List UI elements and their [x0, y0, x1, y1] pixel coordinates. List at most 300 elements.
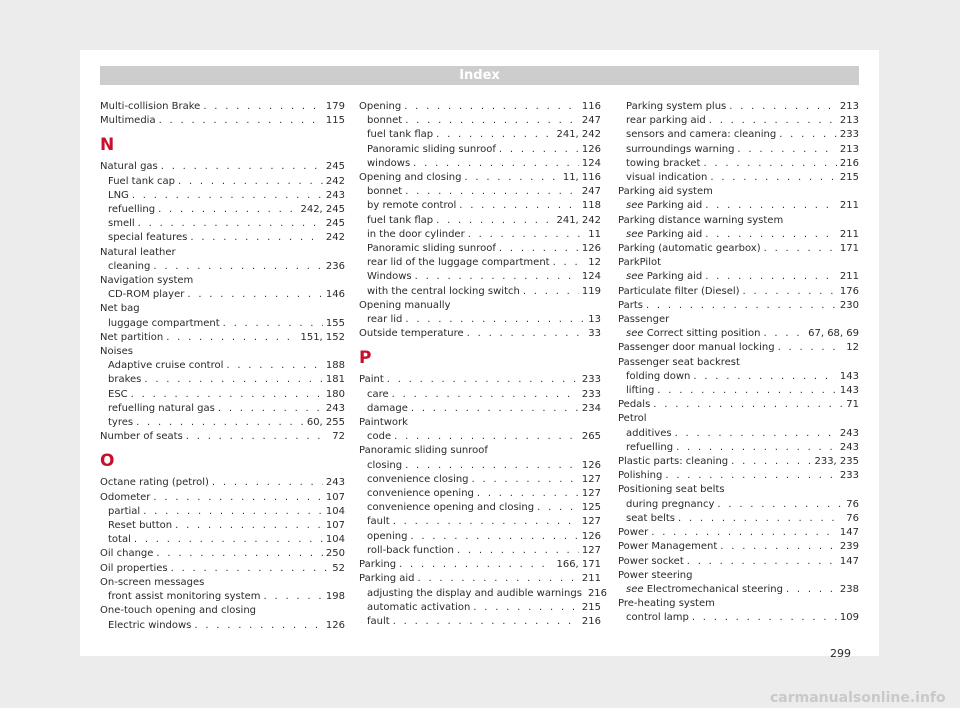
page-reference: 109: [839, 612, 859, 624]
page-reference: 247: [581, 186, 601, 198]
index-subentry: [618, 370, 859, 384]
page-reference: 107: [325, 520, 345, 532]
entry-label: Multi-collision Brake: [100, 101, 201, 112]
index-subentry: [100, 260, 345, 274]
entry-label: [626, 327, 760, 341]
page-reference: 234: [581, 402, 601, 414]
entry-label: Opening manually: [359, 299, 451, 311]
index-entry: [100, 476, 345, 490]
index-subentry: [618, 143, 859, 157]
entry-label: Panoramic sliding sunroof: [367, 243, 496, 255]
leader-dots: [675, 427, 837, 441]
entry-label: windows: [367, 157, 411, 169]
index-entry: [618, 242, 859, 256]
index-entry: [100, 274, 345, 288]
leader-dots: [405, 114, 579, 128]
index-entry: [618, 455, 859, 469]
leader-dots: [132, 189, 323, 203]
index-subentry: [100, 533, 345, 547]
page-reference: 76: [846, 512, 859, 524]
section-letter: N: [100, 135, 115, 156]
entry-label: total: [108, 534, 131, 546]
page-reference: 216: [587, 587, 608, 599]
index-entry: [359, 373, 601, 387]
entry-label: seat belts: [626, 512, 675, 524]
entry-label: Adaptive cruise control: [108, 360, 224, 372]
index-subentry: [618, 270, 859, 284]
section-letter: P: [359, 348, 372, 369]
page-reference: 104: [325, 505, 345, 517]
page-reference: 241, 242: [556, 129, 601, 141]
entry-label: CD-ROM player: [108, 289, 185, 301]
leader-dots: [709, 114, 837, 128]
page-reference: 127: [581, 488, 601, 500]
leader-dots: [653, 398, 843, 412]
entry-label: convenience opening and closing: [367, 502, 535, 514]
page-reference: 245: [325, 161, 345, 173]
index-entry: [618, 412, 859, 426]
leader-dots: [537, 501, 579, 515]
index-entry: [618, 285, 859, 299]
index-entry: [359, 100, 601, 114]
index-subentry: [100, 416, 345, 430]
page-reference: 11, 116: [562, 172, 601, 184]
index-subentry: [359, 501, 601, 515]
page-reference: 233: [581, 388, 601, 400]
index-subentry: [618, 171, 859, 185]
page-reference: 213: [839, 143, 859, 155]
entry-label: [626, 583, 783, 597]
entry-label: refuelling: [626, 441, 674, 453]
index-entry: [618, 569, 859, 583]
entry-label: cleaning: [108, 260, 151, 272]
index-subentry: [359, 402, 601, 416]
page-reference: 215: [839, 172, 859, 184]
index-subentry: [359, 430, 601, 444]
index-subentry: [359, 185, 601, 199]
leader-dots: [657, 384, 837, 398]
entry-label: Parking aid: [359, 573, 415, 585]
leader-dots: [158, 203, 297, 217]
index-subentry: [359, 114, 601, 128]
leader-dots: [138, 217, 323, 231]
entry-label: Power Management: [618, 541, 718, 553]
leader-dots: [175, 519, 323, 533]
entry-label: closing: [367, 459, 403, 471]
index-entry: [100, 430, 345, 444]
page-reference: 11: [588, 228, 601, 240]
page-reference: 151, 152: [300, 331, 345, 343]
entry-label: fault: [367, 615, 390, 627]
page-reference: 241, 242: [556, 214, 601, 226]
page-reference: 12: [846, 342, 859, 354]
leader-dots: [457, 544, 579, 558]
section-letter: O: [100, 451, 115, 472]
leader-dots: [178, 175, 323, 189]
index-subentry: [359, 615, 601, 629]
leader-dots: [468, 228, 586, 242]
entry-label: Multimedia: [100, 115, 156, 127]
leader-dots: [404, 100, 579, 114]
index-column-2: [359, 100, 608, 629]
entry-label: lifting: [626, 385, 655, 397]
leader-dots: [171, 562, 330, 576]
leader-dots: [743, 285, 837, 299]
index-subentry: [618, 611, 859, 625]
page-reference: 126: [581, 530, 601, 542]
leader-dots: [190, 231, 323, 245]
see-reference: see: [626, 200, 644, 212]
leader-dots: [159, 114, 323, 128]
leader-dots: [393, 515, 579, 529]
entry-label: refuelling: [108, 204, 156, 216]
index-entry: [100, 114, 345, 128]
leader-dots: [729, 100, 837, 114]
page-reference: 233: [581, 374, 601, 386]
index-subentry: [100, 203, 345, 217]
leader-dots: [226, 359, 323, 373]
page-reference: 116: [581, 101, 601, 112]
leader-dots: [737, 143, 836, 157]
entry-label: Reset button: [108, 520, 173, 532]
entry-label: damage: [367, 402, 408, 414]
index-subentry: [618, 512, 859, 526]
index-entry: [100, 302, 345, 316]
index-subentry: [618, 100, 859, 114]
see-reference: see: [626, 583, 644, 595]
index-subentry: [100, 373, 345, 387]
leader-dots: [692, 611, 837, 625]
leader-dots: [264, 590, 323, 604]
index-subentry: [359, 587, 608, 601]
entry-label: Paintwork: [359, 417, 408, 429]
page-reference: 147: [839, 555, 859, 567]
leader-dots: [473, 601, 579, 615]
page-reference: 250: [325, 548, 345, 560]
index-subentry: [618, 114, 859, 128]
page-reference: 243: [839, 441, 859, 453]
index-subentry: [359, 313, 601, 327]
entry-label: [626, 270, 702, 284]
leader-dots: [705, 270, 837, 284]
index-subentry: [359, 487, 601, 501]
entry-label: luggage compartment: [108, 317, 220, 329]
leader-dots: [676, 441, 837, 455]
leader-dots: [418, 572, 579, 586]
entry-label: On-screen messages: [100, 576, 205, 588]
index-entry: [618, 469, 859, 483]
page-reference: 230: [839, 299, 859, 311]
leader-dots: [786, 583, 837, 597]
index-subentry: [100, 317, 345, 331]
entry-label: Navigation system: [100, 275, 194, 287]
leader-dots: [687, 555, 837, 569]
leader-dots: [131, 388, 323, 402]
leader-dots: [187, 288, 323, 302]
entry-label: Pre-heating system: [618, 598, 715, 610]
index-entry: [100, 576, 345, 590]
leader-dots: [203, 100, 323, 114]
entry-label: care: [367, 388, 389, 400]
see-reference: see: [626, 228, 644, 240]
entry-label: [626, 228, 702, 242]
page-reference: 118: [581, 200, 601, 212]
index-subentry: [100, 519, 345, 533]
page-reference: 124: [581, 157, 601, 169]
index-entry: [618, 526, 859, 540]
leader-dots: [212, 476, 323, 490]
page-reference: 72: [332, 431, 345, 443]
leader-dots: [161, 160, 323, 174]
entry-label: Petrol: [618, 413, 647, 425]
index-entry: [359, 299, 601, 313]
page-title: Index: [100, 66, 859, 85]
page-reference: 124: [581, 271, 601, 283]
entry-label: Passenger seat backrest: [618, 356, 740, 368]
index-subentry: [100, 505, 345, 519]
index-subentry: [618, 128, 859, 142]
page-reference: 216: [581, 615, 601, 627]
index-subentry: [359, 601, 601, 615]
index-entry: [100, 331, 345, 345]
entry-label: Net partition: [100, 331, 164, 343]
page-reference: 127: [581, 516, 601, 528]
index-subentry: [359, 256, 601, 270]
page-reference: 211: [839, 200, 859, 212]
leader-dots: [499, 143, 579, 157]
page-reference: 243: [325, 477, 345, 489]
entry-label: in the door cylinder: [367, 228, 465, 240]
index-subentry: [359, 285, 601, 299]
page-reference: 107: [325, 491, 345, 503]
entry-label: Natural gas: [100, 161, 158, 173]
leader-dots: [436, 128, 553, 142]
index-entry: [618, 555, 859, 569]
entry-label: ESC: [108, 388, 128, 400]
page-reference: 233, 235: [814, 456, 859, 468]
entry-label: Parking system plus: [626, 101, 727, 112]
entry-label: bonnet: [367, 115, 403, 127]
page-reference: 243: [325, 189, 345, 201]
index-column-3: [618, 100, 859, 626]
entry-label: sensors and camera: cleaning: [626, 129, 777, 141]
leader-dots: [415, 270, 579, 284]
page-reference: 242: [325, 232, 345, 244]
leader-dots: [144, 373, 323, 387]
entry-label: Passenger door manual locking: [618, 342, 775, 354]
index-entry: [618, 540, 859, 554]
leader-dots: [166, 331, 297, 345]
index-subentry: [100, 402, 345, 416]
entry-label: Power steering: [618, 569, 693, 581]
index-entry: [100, 246, 345, 260]
page-reference: 147: [839, 527, 859, 539]
page-reference: 126: [581, 243, 601, 255]
index-entry: [618, 356, 859, 370]
leader-dots: [477, 487, 579, 501]
page-reference: 243: [325, 402, 345, 414]
page-reference: 143: [839, 370, 859, 382]
page-reference: 179: [325, 101, 345, 112]
index-subentry: [359, 228, 601, 242]
entry-label: Net bag: [100, 303, 140, 315]
entry-label: special features: [108, 232, 188, 244]
leader-dots: [393, 615, 579, 629]
page-reference: 127: [581, 544, 601, 556]
page-reference: 126: [325, 619, 345, 631]
index-subentry: [359, 143, 601, 157]
page-reference: 171: [839, 243, 859, 255]
index-entry: [100, 547, 345, 561]
entry-label: Noises: [100, 346, 133, 358]
leader-dots: [186, 430, 329, 444]
entry-label: by remote control: [367, 200, 457, 212]
page-reference: 238: [839, 583, 859, 595]
index-entry: [100, 160, 345, 174]
page-reference: 211: [839, 228, 859, 240]
index-subentry: [359, 242, 601, 256]
entry-label: Parking (automatic gearbox): [618, 243, 761, 255]
index-subentry: [359, 544, 601, 558]
see-target: Parking aid: [646, 271, 703, 283]
entry-label: Outside temperature: [359, 328, 464, 340]
entry-label: ParkPilot: [618, 257, 662, 269]
leader-dots: [499, 242, 579, 256]
index-subentry: [359, 270, 601, 284]
index-subentry: [100, 590, 345, 604]
index-entry: [359, 171, 601, 185]
entry-label: towing bracket: [626, 157, 701, 169]
see-target: Electromechanical steering: [646, 583, 783, 595]
index-subentry: [618, 498, 859, 512]
index-column-1: [100, 100, 345, 633]
page-reference: 233: [839, 470, 859, 482]
entry-label: refuelling natural gas: [108, 402, 215, 414]
entry-label: Windows: [367, 271, 412, 283]
leader-dots: [410, 530, 578, 544]
leader-dots: [405, 313, 585, 327]
index-subentry: [618, 384, 859, 398]
page-reference: 180: [325, 388, 345, 400]
page-reference: 127: [581, 473, 601, 485]
entry-label: smell: [108, 218, 135, 230]
leader-dots: [153, 491, 322, 505]
leader-dots: [405, 185, 579, 199]
leader-dots: [156, 547, 322, 561]
leader-dots: [705, 199, 837, 213]
page-reference: 188: [325, 360, 345, 372]
page-reference: 198: [325, 591, 345, 603]
entry-label: rear lid of the luggage compartment: [367, 257, 550, 269]
entry-label: automatic activation: [367, 601, 471, 613]
leader-dots: [153, 260, 323, 274]
leader-dots: [134, 533, 323, 547]
index-entry: [359, 558, 601, 572]
leader-dots: [399, 558, 553, 572]
index-entry: [618, 341, 859, 355]
index-entry: [359, 416, 601, 430]
index-subentry: [100, 388, 345, 402]
index-entry: [359, 327, 601, 341]
leader-dots: [459, 199, 579, 213]
entry-label: Particulate filter (Diesel): [618, 285, 740, 297]
entry-label: Fuel tank cap: [108, 175, 175, 187]
index-subentry: [100, 288, 345, 302]
entry-label: Parking aid system: [618, 186, 713, 198]
leader-dots: [472, 473, 579, 487]
see-reference: see: [626, 328, 644, 340]
entry-label: Parts: [618, 299, 643, 311]
entry-label: code: [367, 431, 392, 443]
index-subentry: [100, 619, 345, 633]
leader-dots: [467, 327, 586, 341]
page-reference: 104: [325, 534, 345, 546]
leader-dots: [705, 228, 837, 242]
page-reference: 216: [839, 157, 859, 169]
leader-dots: [436, 214, 553, 228]
page-reference: 233: [839, 129, 859, 141]
entry-label: LNG: [108, 189, 129, 201]
entry-label: Power: [618, 527, 649, 539]
leader-dots: [720, 540, 837, 554]
leader-dots: [523, 285, 579, 299]
page-reference: 146: [325, 289, 345, 301]
page-reference: 243: [839, 427, 859, 439]
leader-dots: [411, 402, 579, 416]
index-entry: [618, 256, 859, 270]
entry-label: partial: [108, 505, 141, 517]
entry-label: rear lid: [367, 314, 403, 326]
page-reference: 181: [325, 374, 345, 386]
leader-dots: [779, 128, 837, 142]
leader-dots: [710, 171, 837, 185]
index-entry: [359, 444, 601, 458]
page-reference: 211: [581, 573, 601, 585]
entry-label: Passenger: [618, 314, 670, 326]
leader-dots: [763, 327, 805, 341]
index-entry: [100, 491, 345, 505]
entry-label: roll-back function: [367, 544, 454, 556]
entry-label: adjusting the display and audible warnings: [367, 587, 582, 599]
leader-dots: [717, 498, 843, 512]
entry-label: Panoramic sliding sunroof: [359, 445, 488, 457]
entry-label: Parking distance warning system: [618, 214, 784, 226]
index-subentry: [100, 175, 345, 189]
see-target: Parking aid: [646, 228, 703, 240]
entry-label: One-touch opening and closing: [100, 605, 257, 617]
index-subentry: [618, 228, 859, 242]
page-reference: 13: [588, 314, 601, 326]
leader-dots: [218, 402, 323, 416]
page-reference: 176: [839, 285, 859, 297]
entry-label: Natural leather: [100, 246, 176, 258]
index-entry: [359, 572, 601, 586]
leader-dots: [136, 416, 304, 430]
page-reference: 126: [581, 143, 601, 155]
index-entry: [618, 483, 859, 497]
page-reference: 143: [839, 385, 859, 397]
entry-label: brakes: [108, 374, 142, 386]
entry-label: convenience closing: [367, 473, 469, 485]
index-entry: [100, 604, 345, 618]
page-reference: 119: [581, 285, 601, 297]
index-subentry: [359, 515, 601, 529]
entry-label: bonnet: [367, 186, 403, 198]
page-reference: 12: [588, 257, 601, 269]
leader-dots: [693, 370, 837, 384]
entry-label: fuel tank flap: [367, 129, 434, 141]
page-reference: 60, 255: [306, 417, 345, 429]
